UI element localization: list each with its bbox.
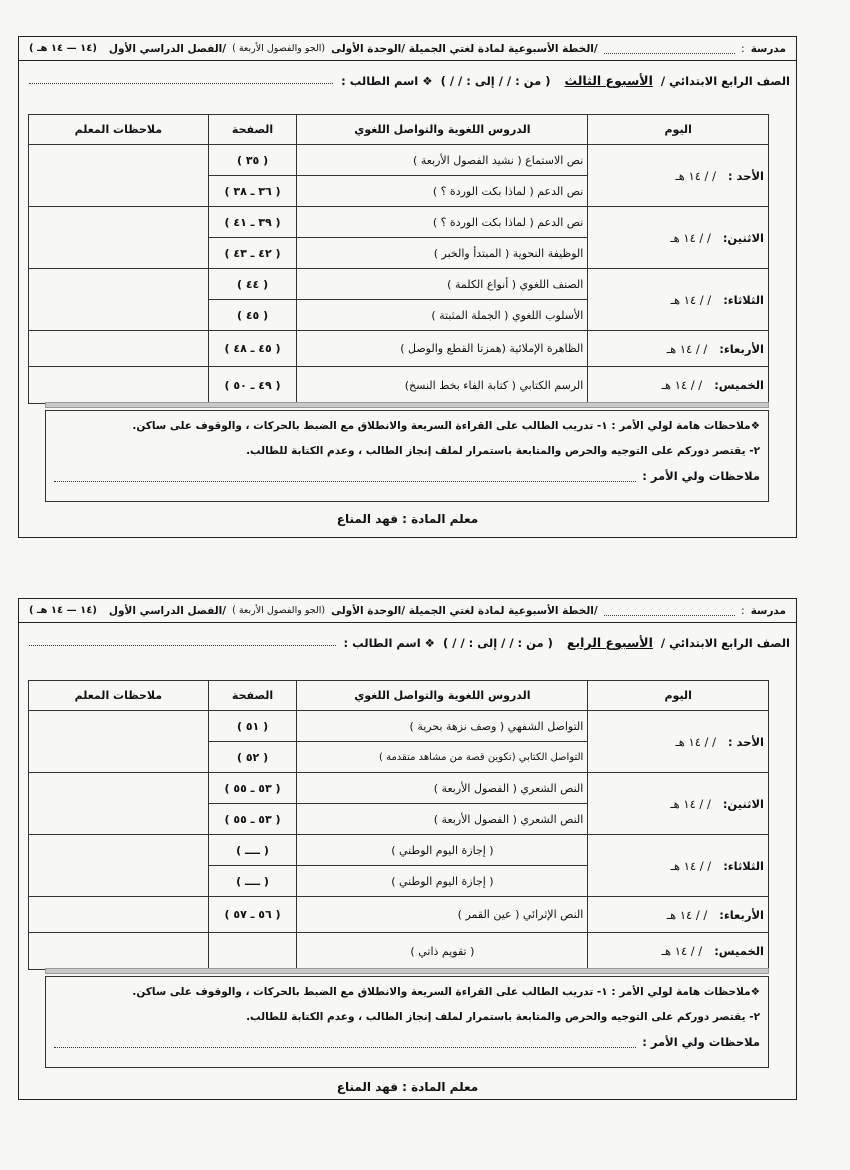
col-lesson: الدروس اللغوية والتواصل اللغوي	[297, 681, 588, 711]
parent-notes-box	[45, 410, 769, 502]
parent-note-line-2: ٢- يقتصر دوركم على التوجيه والحرص والمتابعة باستمرار لملف إنجاز الطالب ، وعدم الكتابة للطالب.	[246, 1011, 760, 1023]
day-date: / / ١٤ هـ	[670, 858, 712, 873]
page-cell: ( ٣٩ ـ ٤١ )	[208, 207, 297, 238]
student-name-blank	[29, 82, 333, 84]
date-range: ( من : / / إلى : / / )	[440, 74, 551, 88]
day-wednesday: الأربعاء:/ / ١٤ هـ	[588, 897, 769, 933]
page-cell: ( ٤٩ ـ ٥٠ )	[208, 367, 297, 404]
lesson-cell: الظاهرة الإملائية (همزتا القطع والوصل )	[297, 331, 588, 367]
day-tuesday: الثلاثاء:/ / ١٤ هـ	[588, 269, 769, 331]
student-name-label: ❖ اسم الطالب :	[341, 74, 433, 88]
student-line	[19, 623, 796, 653]
date-range: ( من : / / إلى : / / )	[442, 636, 553, 650]
unit-name: (الجو والفصول الأربعة )	[232, 43, 326, 54]
parent-notes-box	[45, 976, 769, 1068]
day-date: / / ١٤ هـ	[675, 168, 716, 183]
school-name-blank	[604, 606, 735, 616]
day-date: / / ١٤ هـ	[661, 378, 703, 392]
student-name-label: ❖ اسم الطالب :	[343, 636, 435, 650]
page-cell: ( ٥٦ ـ ٥٧ )	[208, 897, 297, 933]
day-wednesday: الأربعاء:/ / ١٤ هـ	[588, 331, 769, 367]
plan-header: مدرسة : /الخطة الأسبوعية لمادة لغتي الجميلة /الوحدة الأولى (الجو والفصول الأربعة ) /الفصل الدراسي الأول ( ١٤ — ١٤ هـ)	[19, 37, 796, 61]
page-cell: ( ــــ )	[208, 866, 297, 897]
col-page: الصفحة	[208, 681, 297, 711]
teacher-notes-cell	[29, 207, 209, 269]
lesson-cell: التواصل الكتابي (تكوين قصة من مشاهد متقدمة )	[297, 742, 588, 773]
plan-header: مدرسة : /الخطة الأسبوعية لمادة لغتي الجميلة /الوحدة الأولى (الجو والفصول الأربعة ) /الفصل الدراسي الأول ( ١٤ — ١٤ هـ)	[19, 599, 796, 623]
page-cell: ( ٣٥ )	[208, 145, 297, 176]
day-date: / / ١٤ هـ	[675, 734, 716, 749]
teacher-notes-cell	[29, 711, 209, 773]
plan-title: /الخطة الأسبوعية لمادة لغتي الجميلة /الوحدة الأولى	[331, 604, 598, 617]
day-thursday: الخميس:/ / ١٤ هـ	[588, 367, 769, 404]
page-cell: ( ٤٤ )	[208, 269, 297, 300]
schedule-table-2	[28, 680, 769, 970]
parent-notes-blank	[54, 1046, 636, 1048]
page-cell: ( ٣٦ ـ ٣٨ )	[208, 176, 297, 207]
lesson-cell: النص الشعري ( الفصول الأربعة )	[297, 773, 588, 804]
parent-note-line-1: ❖ملاحظات هامة لولي الأمر : ١- تدريب الطالب على القراءة السريعة والانطلاق مع الضبط بالحركات ، والوقوف على ساكن.	[132, 420, 760, 432]
parent-notes-label: ملاحظات ولي الأمر :	[642, 469, 760, 483]
day-monday: الاثنين:/ / ١٤ هـ	[588, 773, 769, 835]
lesson-cell: التواصل الشفهي ( وصف نزهة بحرية )	[297, 711, 588, 742]
page-cell: ( ٤٥ )	[208, 300, 297, 331]
grade-label: الصف الرابع الابتدائي /	[660, 74, 790, 88]
teacher-notes-cell	[29, 269, 209, 331]
teacher-notes-cell	[29, 145, 209, 207]
separator-bar	[45, 402, 769, 408]
lesson-cell: الصنف اللغوي ( أنواع الكلمة )	[297, 269, 588, 300]
lesson-cell: ( إجازة اليوم الوطني )	[297, 835, 588, 866]
page-cell	[208, 933, 297, 970]
col-lesson: الدروس اللغوية والتواصل اللغوي	[297, 115, 588, 145]
lesson-cell: ( إجازة اليوم الوطني )	[297, 866, 588, 897]
day-date: / / ١٤ هـ	[661, 944, 703, 958]
teacher-notes-cell	[29, 897, 209, 933]
parent-notes-field	[54, 464, 760, 489]
lesson-cell: الرسم الكتابي ( كتابة الفاء بخط النسخ)	[297, 367, 588, 404]
parent-notes-blank	[54, 480, 636, 482]
student-line	[19, 61, 796, 91]
lesson-cell: الوظيفة النحوية ( المبتدأ والخبر )	[297, 238, 588, 269]
page-cell: ( ٥٣ ـ ٥٥ )	[208, 804, 297, 835]
page-cell: ( ٥١ )	[208, 711, 297, 742]
col-notes: ملاحظات المعلم	[29, 115, 209, 145]
separator-bar	[45, 968, 769, 974]
page-cell: ( ٥٣ ـ ٥٥ )	[208, 773, 297, 804]
school-label: مدرسة	[750, 604, 786, 617]
col-day: اليوم	[588, 681, 769, 711]
parent-notes-field	[54, 1030, 760, 1055]
lesson-cell: الأسلوب اللغوي ( الجملة المثبتة )	[297, 300, 588, 331]
day-date: / / ١٤ هـ	[670, 230, 711, 245]
hijri-year: ( ١٤ — ١٤ هـ)	[29, 43, 97, 54]
col-notes: ملاحظات المعلم	[29, 681, 209, 711]
parent-note-line-1: ❖ملاحظات هامة لولي الأمر : ١- تدريب الطالب على القراءة السريعة والانطلاق مع الضبط بالحركات ، والوقوف على ساكن.	[132, 986, 760, 998]
week-label: الأسبوع الثالث	[564, 73, 653, 88]
teacher-notes-cell	[29, 933, 209, 970]
day-date: / / ١٤ هـ	[666, 907, 708, 922]
semester: /الفصل الدراسي الأول	[108, 604, 227, 617]
day-tuesday: الثلاثاء:/ / ١٤ هـ	[588, 835, 769, 897]
page-cell: ( ٥٢ )	[208, 742, 297, 773]
plan-title: /الخطة الأسبوعية لمادة لغتي الجميلة /الوحدة الأولى	[331, 42, 598, 55]
teacher-signature: معلم المادة : فهد المناع	[336, 1080, 479, 1094]
teacher-signature: معلم المادة : فهد المناع	[336, 512, 479, 526]
parent-note-line-2: ٢- يقتصر دوركم على التوجيه والحرص والمتابعة باستمرار لملف إنجاز الطالب ، وعدم الكتابة للطالب.	[246, 445, 760, 457]
page-cell: ( ٤٢ ـ ٤٣ )	[208, 238, 297, 269]
day-monday: الاثنين:/ / ١٤ هـ	[588, 207, 769, 269]
page-cell: ( ٤٥ ـ ٤٨ )	[208, 331, 297, 367]
grade-label: الصف الرابع الابتدائي /	[660, 636, 790, 650]
teacher-notes-cell	[29, 773, 209, 835]
student-name-blank	[29, 644, 336, 646]
school-name-blank	[604, 44, 735, 54]
unit-name: (الجو والفصول الأربعة )	[232, 605, 326, 616]
lesson-cell: نص الدعم ( لماذا بكت الوردة ؟ )	[297, 207, 588, 238]
page-cell: ( ــــ )	[208, 835, 297, 866]
semester: /الفصل الدراسي الأول	[108, 42, 227, 55]
lesson-cell: النص الشعري ( الفصول الأربعة )	[297, 804, 588, 835]
teacher-notes-cell	[29, 367, 209, 404]
teacher-notes-cell	[29, 331, 209, 367]
school-label: مدرسة	[750, 42, 786, 55]
teacher-notes-cell	[29, 835, 209, 897]
lesson-cell: النص الإثرائي ( عين القمر )	[297, 897, 588, 933]
day-date: / / ١٤ هـ	[666, 341, 708, 356]
lesson-cell: نص الدعم ( لماذا بكت الوردة ؟ )	[297, 176, 588, 207]
week-label: الأسبوع الرابع	[566, 635, 653, 650]
hijri-year: ( ١٤ — ١٤ هـ)	[29, 605, 97, 616]
lesson-cell: نص الاستماع ( نشيد الفصول الأربعة )	[297, 145, 588, 176]
schedule-table-1	[28, 114, 769, 404]
day-sunday: الأحد :/ / ١٤ هـ	[588, 145, 769, 207]
lesson-cell: ( تقويم ذاتي )	[297, 933, 588, 970]
parent-notes-label: ملاحظات ولي الأمر :	[642, 1035, 760, 1049]
day-thursday: الخميس:/ / ١٤ هـ	[588, 933, 769, 970]
col-page: الصفحة	[208, 115, 297, 145]
day-sunday: الأحد :/ / ١٤ هـ	[588, 711, 769, 773]
day-date: / / ١٤ هـ	[670, 292, 712, 307]
day-date: / / ١٤ هـ	[670, 796, 711, 811]
col-day: اليوم	[588, 115, 769, 145]
